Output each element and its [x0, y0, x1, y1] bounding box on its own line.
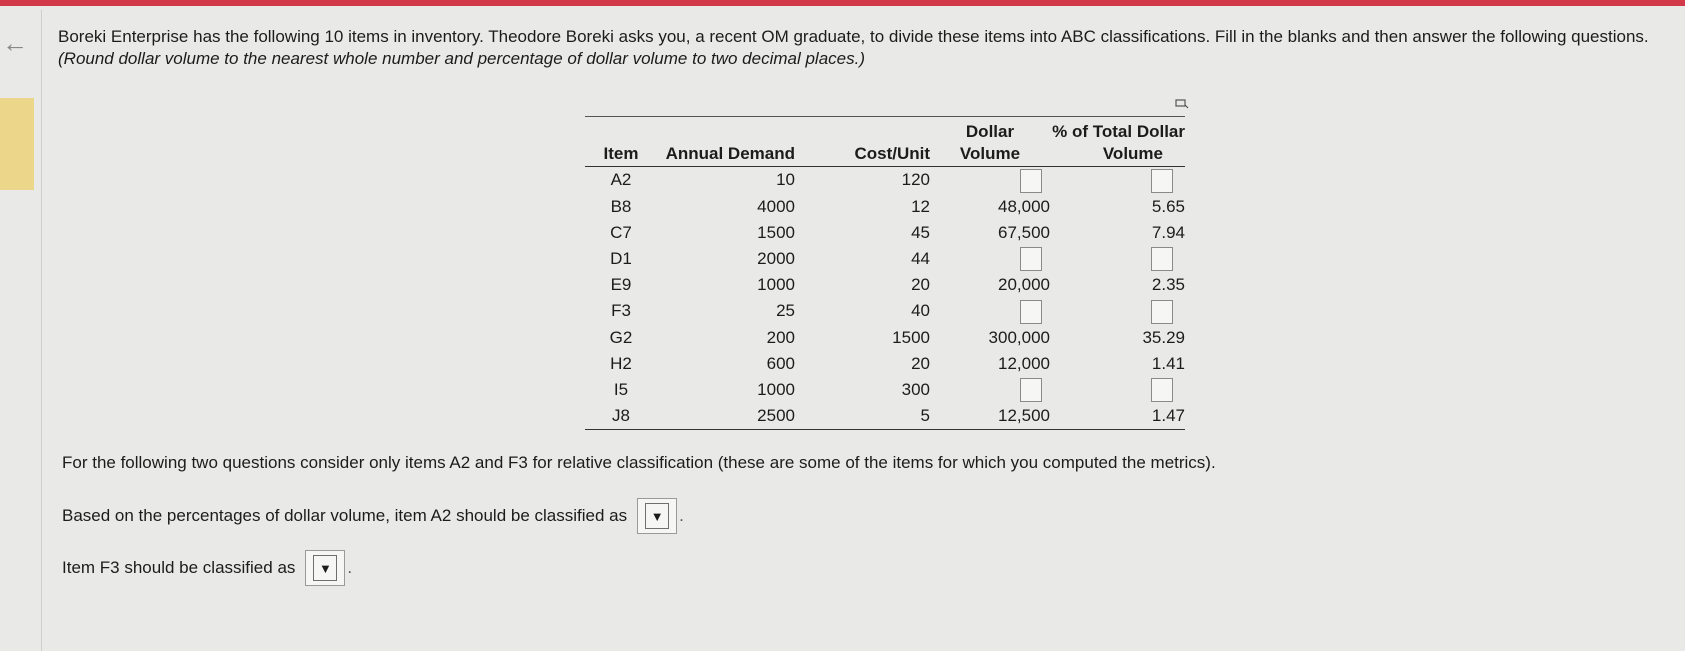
table-row — [585, 377, 1185, 404]
cell-pct-volume: 1.41 — [1151, 353, 1185, 373]
cell-cost-unit: 40 — [911, 301, 930, 321]
table-row — [585, 298, 1185, 325]
cell-cost-unit: 1500 — [892, 327, 930, 347]
cell-dollar-volume: 300,000 — [988, 327, 1050, 347]
abc-table — [585, 116, 1185, 430]
cell-item: A2 — [610, 170, 632, 190]
cell-pct-volume: 5.65 — [1151, 196, 1185, 216]
q1-text: Based on the percentages of dollar volume, item A2 should be classified as — [62, 506, 628, 525]
table-row — [585, 220, 1185, 246]
cell-cost-unit: 45 — [911, 222, 930, 242]
table-row — [585, 403, 1185, 430]
table-row — [585, 194, 1185, 220]
expand-icon[interactable] — [1175, 99, 1189, 109]
cell-pct-volume[interactable] — [1050, 167, 1185, 194]
left-divider — [41, 10, 42, 651]
cell-annual-demand: 4000 — [757, 196, 795, 216]
rounding-note: (Round dollar volume to the nearest whole number and percentage of dollar volume to two decimal places.) — [58, 49, 866, 68]
cell-item: H2 — [610, 353, 632, 373]
cell-item: G2 — [609, 327, 633, 347]
cell-item: D1 — [610, 248, 632, 268]
table-row — [585, 272, 1185, 298]
cell-dollar-volume[interactable] — [930, 167, 1050, 194]
cell-cost-unit: 44 — [911, 248, 930, 268]
cell-annual-demand: 25 — [776, 301, 795, 321]
cell-dollar-volume-input[interactable] — [1020, 247, 1042, 271]
cell-item: C7 — [610, 222, 632, 242]
cell-cost-unit: 5 — [920, 406, 930, 426]
cell-annual-demand: 1000 — [757, 379, 795, 399]
dropdown-arrow-icon: ▼ — [645, 503, 669, 529]
table-row — [585, 246, 1185, 273]
cell-dollar-volume: 12,000 — [998, 353, 1050, 373]
q1-period: . — [679, 506, 684, 525]
cell-dollar-volume-input[interactable] — [1020, 300, 1042, 324]
cell-item: F3 — [611, 301, 631, 321]
header-annual-demand: Annual Demand — [665, 144, 795, 163]
cell-cost-unit: 20 — [911, 353, 930, 373]
a2-class-dropdown[interactable] — [637, 498, 677, 534]
header-pct-volume: % of Total Dollar Volume — [1052, 122, 1185, 163]
cell-cost-unit: 300 — [901, 379, 930, 399]
cell-annual-demand: 2500 — [757, 406, 795, 426]
side-tab — [0, 98, 34, 190]
cell-pct-volume: 1.47 — [1151, 406, 1185, 426]
cell-annual-demand: 600 — [766, 353, 795, 373]
table-row — [585, 351, 1185, 377]
cell-pct-volume-input[interactable] — [1151, 378, 1173, 402]
cell-pct-volume[interactable] — [1050, 298, 1185, 325]
cell-pct-volume[interactable] — [1050, 246, 1185, 273]
cell-annual-demand: 1500 — [757, 222, 795, 242]
cell-dollar-volume-input[interactable] — [1020, 169, 1042, 193]
cell-item: I5 — [613, 379, 629, 399]
top-accent-bar — [0, 0, 1685, 6]
cell-dollar-volume: 67,500 — [998, 222, 1050, 242]
cell-dollar-volume: 12,500 — [998, 406, 1050, 426]
header-item: Item — [603, 144, 639, 163]
cell-annual-demand: 200 — [766, 327, 795, 347]
question-body: Boreki Enterprise has the following 10 items in inventory. Theodore Boreki asks you, a recent OM graduate, to divide these items into ABC classifications. Fill in the blanks and then answer the following questions. — [58, 27, 1649, 46]
cell-pct-volume-input[interactable] — [1151, 247, 1173, 271]
question-a2 — [62, 498, 684, 534]
q2-period: . — [347, 558, 353, 577]
dropdown-arrow-icon: ▼ — [313, 555, 337, 581]
cell-pct-volume: 7.94 — [1151, 222, 1185, 242]
cell-dollar-volume[interactable] — [930, 377, 1050, 404]
cell-item: J8 — [612, 406, 630, 426]
cell-cost-unit: 120 — [901, 170, 930, 190]
cell-dollar-volume[interactable] — [930, 298, 1050, 325]
question-text — [58, 26, 1668, 70]
cell-cost-unit: 12 — [911, 196, 930, 216]
table-row — [585, 167, 1185, 194]
cell-pct-volume: 2.35 — [1151, 275, 1185, 295]
cell-annual-demand: 10 — [776, 170, 795, 190]
cell-pct-volume: 35.29 — [1142, 327, 1185, 347]
cell-dollar-volume: 48,000 — [998, 196, 1050, 216]
cell-annual-demand: 1000 — [757, 275, 795, 295]
header-cost-unit: Cost/Unit — [854, 144, 930, 163]
back-arrow-icon[interactable]: ← — [2, 28, 28, 58]
header-dollar-volume: Dollar Volume — [959, 122, 1021, 163]
cell-pct-volume[interactable] — [1050, 377, 1185, 404]
table-row — [585, 325, 1185, 351]
consider-text: For the following two questions consider only items A2 and F3 for relative classification (these are some of the items for which you computed the metrics). — [62, 453, 1216, 472]
table-header-row — [585, 117, 1185, 167]
q2-text: Item F3 should be classified as — [62, 558, 296, 577]
cell-dollar-volume[interactable] — [930, 246, 1050, 273]
f3-class-dropdown[interactable] — [305, 550, 345, 586]
cell-pct-volume-input[interactable] — [1151, 300, 1173, 324]
cell-dollar-volume-input[interactable] — [1020, 378, 1042, 402]
cell-cost-unit: 20 — [911, 275, 930, 295]
cell-pct-volume-input[interactable] — [1151, 169, 1173, 193]
cell-annual-demand: 2000 — [757, 248, 795, 268]
cell-item: B8 — [610, 196, 632, 216]
cell-dollar-volume: 20,000 — [998, 275, 1050, 295]
question-f3 — [62, 550, 352, 586]
cell-item: E9 — [610, 275, 632, 295]
